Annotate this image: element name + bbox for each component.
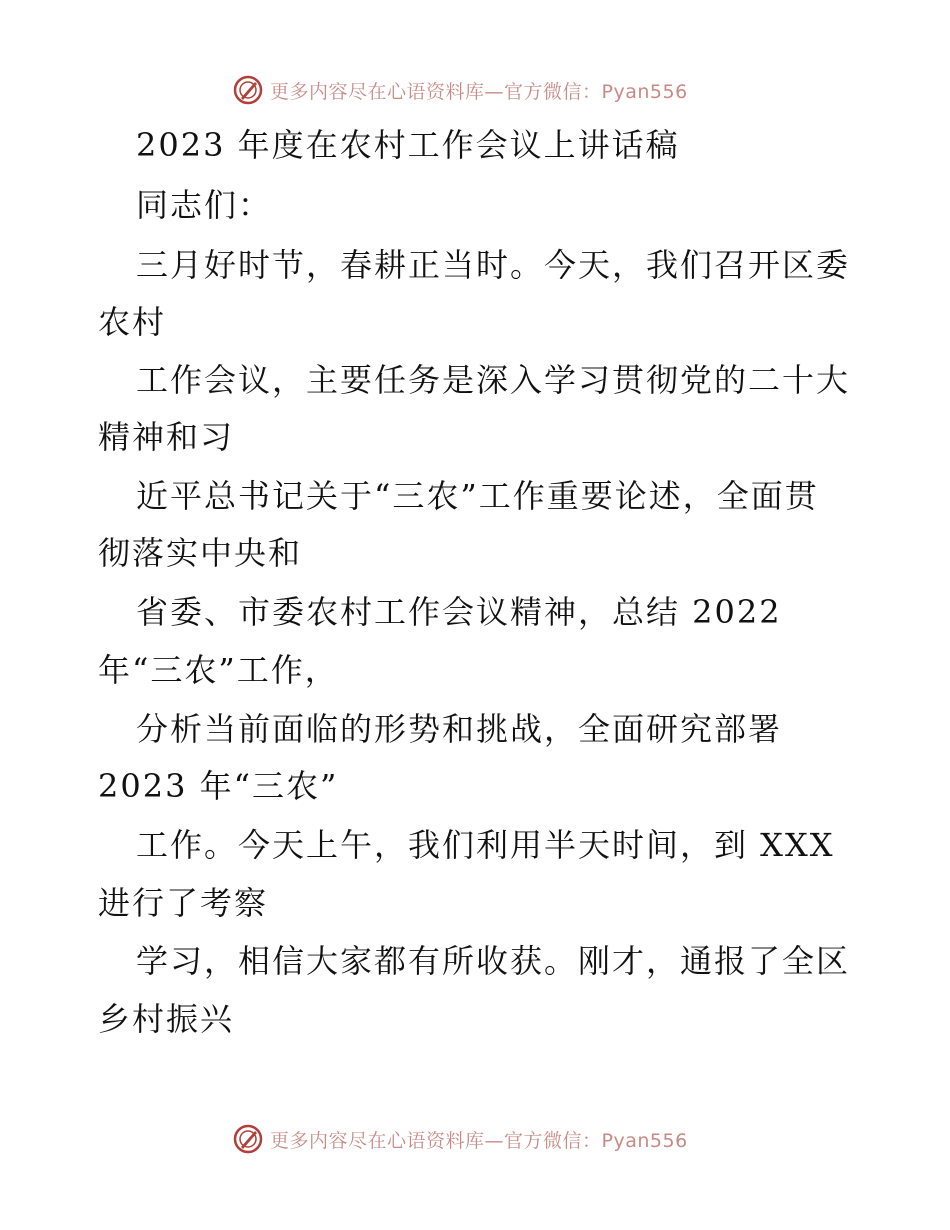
text-line: 学习，相信大家都有所收获。刚才，通报了全区 [136,942,851,980]
text-line: 精神和习 [98,418,235,456]
document-title: 2023 年度在农村工作会议上讲话稿 [136,126,680,164]
text-line: 进行了考察 [98,884,269,922]
watermark-text: 更多内容尽在心语资料库—官方微信：Pyan556 [270,1129,688,1152]
text-line: 彻落实中央和 [98,534,303,572]
text-line: 省委、市委农村工作会议精神，总结 2022 [136,593,782,631]
text-line: 2023 年“三农” [98,767,339,805]
footer-watermark [232,1122,688,1156]
text-line: 分析当前面临的形势和挑战，全面研究部署 [136,710,783,748]
seal-pen-icon [232,1123,264,1155]
text-line: 农村 [98,303,167,341]
text-line: 乡村振兴 [98,1000,235,1038]
text-line: 工作会议，主要任务是深入学习贯彻党的二十大 [136,361,851,399]
header-watermark [232,73,688,107]
text-line: 近平总书记关于“三农”工作重要论述，全面贯 [136,477,819,515]
seal-pen-icon [232,74,264,106]
salutation: 同志们： [136,186,273,224]
text-line: 工作。今天上午，我们利用半天时间，到 XXX [136,826,835,864]
watermark-text: 更多内容尽在心语资料库—官方微信：Pyan556 [270,80,688,103]
text-line: 年“三农”工作， [98,651,339,689]
text-line: 三月好时节，春耕正当时。今天，我们召开区委 [136,246,851,284]
